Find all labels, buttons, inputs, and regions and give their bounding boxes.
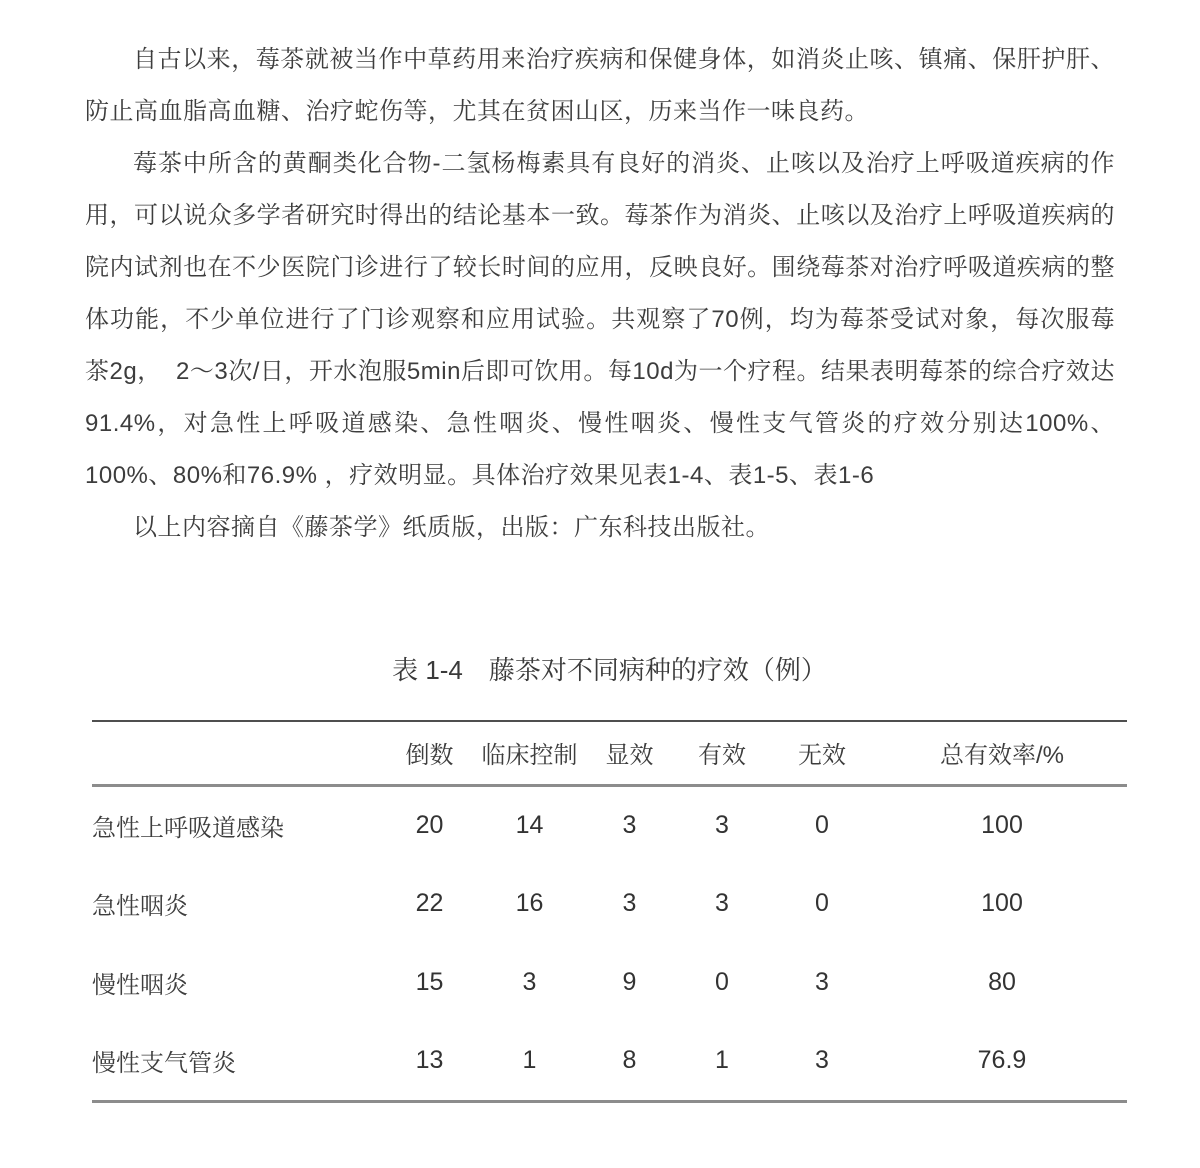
table-cell: 22 — [415, 889, 444, 917]
table-cell: 9 — [622, 968, 637, 996]
table-cell: 16 — [515, 889, 544, 917]
efficacy-table — [92, 720, 1127, 1103]
efficacy-table-section — [85, 650, 1115, 1103]
table-cell: 1 — [715, 1046, 729, 1075]
table-cell: 3 — [622, 810, 637, 839]
table-cell: 14 — [515, 810, 544, 839]
table-cell: 3 — [522, 968, 537, 996]
table-cell: 20 — [415, 810, 444, 839]
table-cell: 100 — [981, 889, 1023, 917]
table-row — [92, 864, 1127, 943]
table-cell: 3 — [815, 968, 829, 996]
column-header-cases: 倒数 — [405, 742, 454, 770]
table-title: 表 1-4 藤茶对不同病种的疗效（例） — [392, 655, 827, 685]
table-row — [92, 1022, 1127, 1101]
table-cell: 3 — [715, 889, 729, 917]
table-cell: 1 — [522, 1046, 537, 1075]
row-label: 急性咽炎 — [92, 893, 188, 920]
row-label: 急性上呼吸道感染 — [92, 814, 284, 842]
paragraph-source: 以上内容摘自《藤茶学》纸质版，出版：广东科技出版社。 — [133, 514, 770, 541]
column-header-total-rate: 总有效率/% — [939, 742, 1064, 770]
table-cell: 80 — [988, 968, 1016, 996]
table-cell: 15 — [415, 968, 444, 996]
column-header-ineffective: 无效 — [798, 742, 846, 770]
table-cell: 0 — [715, 968, 729, 996]
paragraph-study: 莓茶中所含的黄酮类化合物-二氢杨梅素具有良好的消炎、止咳以及治疗上呼吸道疾病的作用，可以说众多学者研究时得出的结论基本一致。莓茶作为消炎、止咳以及治疗上呼吸道疾病的院内试剂也在不少医院门诊进行了较长时间的应用，反映良好。围绕莓茶对治疗呼吸道疾病的整体功能，不少单位进行了门诊观察和应用试验。共观察了70例，均为莓茶受试对象，每次服莓茶2g， 2～3次/日，开水泡服5min后即可饮用。每10d为一个疗程。结果表明莓茶的综合疗效达91.4%，对急性上呼吸道感染、急性咽炎、慢性咽炎、慢性支气管炎的疗效分别达100%、100%、80%和76.9% ，疗效明显。具体治疗效果见表1-4、表1-5、表1-6 — [85, 150, 1115, 489]
column-header-clinical-control: 临床控制 — [481, 742, 578, 770]
table-cell: 76.9 — [977, 1046, 1027, 1075]
table-cell: 0 — [815, 889, 829, 917]
table-cell: 3 — [815, 1046, 829, 1075]
table-cell: 3 — [622, 889, 637, 917]
table-cell: 100 — [981, 810, 1023, 839]
table-cell: 0 — [815, 810, 829, 839]
column-header-effective: 有效 — [698, 742, 746, 770]
table-row — [92, 943, 1127, 1022]
paragraph-intro: 自古以来，莓茶就被当作中草药用来治疗疾病和保健身体，如消炎止咳、镇痛、保肝护肝、防止高血脂高血糖、治疗蛇伤等，尤其在贫困山区，历来当作一味良药。 — [85, 46, 1115, 125]
column-header-marked-effect: 显效 — [605, 742, 654, 770]
row-label: 慢性支气管炎 — [92, 1050, 236, 1078]
table-header-row — [92, 721, 1127, 785]
table-cell: 13 — [415, 1046, 444, 1075]
column-header-disease — [92, 721, 382, 785]
table-cell: 8 — [622, 1046, 637, 1075]
row-label: 慢性咽炎 — [92, 972, 188, 999]
table-row — [92, 785, 1127, 864]
table-cell: 3 — [715, 810, 729, 839]
